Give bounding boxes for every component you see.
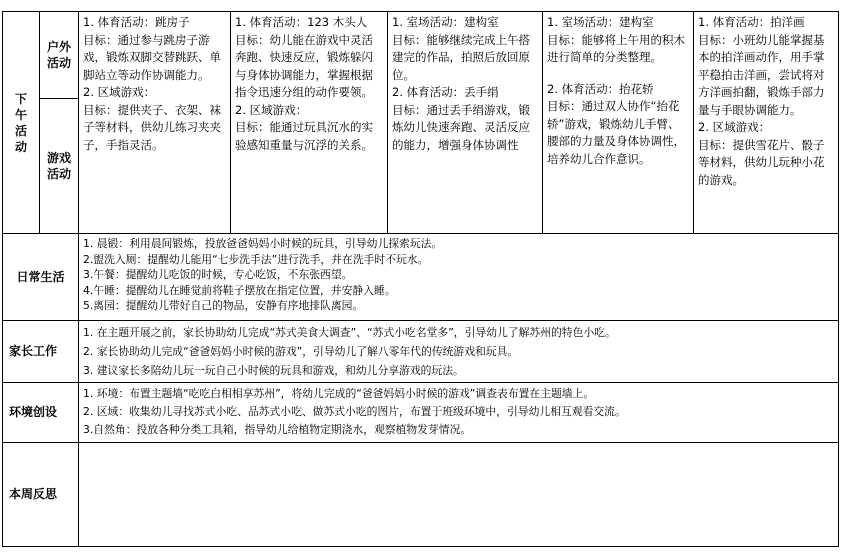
environment-item: 2. 区域：收集幼儿寻找苏式小吃、品苏式小吃、做苏式小吃的图片，布置于班级环境中，引导幼儿相互观看交流。 [83, 405, 626, 418]
daily-life-label: 日常生活 [3, 234, 79, 321]
outdoor-activity-label: 户外活动 [40, 12, 79, 99]
afternoon-cell-4: 1. 室场活动：建构室 目标：能够将上午用的积木进行简单的分类整理。 2. 体育活动：抬花轿 目标：通过双人协作“抬花轿”游戏，锻炼幼儿手臂、腰部的力量及身体协调性，培养幼儿合作意识。 [543, 12, 694, 234]
daily-life-content [79, 234, 839, 321]
parents-item: 1. 在主题开展之前，家长协助幼儿完成“苏式美食大调查”、“苏式小吃名堂多”，引导幼儿了解苏州的特色小吃。 [83, 326, 616, 339]
daily-item: 4.午睡：提醒幼儿在睡觉前将鞋子摆放在指定位置，并安静入睡。 [83, 283, 396, 297]
daily-life-row [3, 234, 839, 321]
parents-work-content [79, 321, 839, 383]
environment-item: 1. 环境：布置主题墙“吃吃白相相享苏州”，将幼儿完成的“爸爸妈妈小时候的游戏”调查表布置在主题墙上。 [83, 387, 595, 400]
parents-item: 2. 家长协助幼儿完成“爸爸妈妈小时候的游戏”，引导幼儿了解八零年代的传统游戏和玩具。 [83, 345, 519, 358]
game-activity-label: 游戏活动 [40, 99, 79, 234]
afternoon-cell-1: 1. 体育活动：跳房子 目标：通过参与跳房子游戏，锻炼双脚交替跳跃、单脚站立等动作协调能力。 2. 区域游戏： 目标：提供夹子、衣架、袜子等材料，供幼儿练习夹夹子，手指灵活。 [79, 12, 231, 234]
weekly-plan-table [2, 11, 839, 547]
afternoon-cell-5: 1. 体育活动：拍洋画 目标：小班幼儿能掌握基本的拍洋画动作，用手掌平稳拍击洋画，尝试将对方洋画拍翻，锻炼手部力量与手眼协调能力。 2. 区域游戏： 目标：提供雪花片、骰子等材料，供幼儿玩种小花的游戏。 [694, 12, 839, 234]
reflection-label: 本周反思 [3, 443, 79, 547]
reflection-content[interactable] [79, 443, 839, 547]
parents-work-label: 家长工作 [3, 321, 79, 383]
daily-item: 5.离园：提醒幼儿带好自己的物品，安静有序地排队离园。 [83, 299, 364, 312]
environment-label: 环境创设 [3, 383, 79, 443]
daily-item: 2.盥洗入厕：提醒幼儿能用“七步洗手法”进行洗手，并在洗手时不玩水。 [83, 252, 429, 266]
reflection-row [3, 443, 839, 547]
environment-content [79, 383, 839, 443]
afternoon-cell-2: 1. 体育活动：123 木头人 目标：幼儿能在游戏中灵活奔跑、快速反应，锻炼躲闪与身体协调能力，掌握根据指令迅速分组的动作要领。 2. 区域游戏： 目标：能通过玩具沉水的实验感知重量与沉浮的关系。 [231, 12, 388, 234]
afternoon-cell-3: 1. 室场活动：建构室 目标：能够继续完成上午搭建完的作品，拍照后放回原位。 2. 体育活动：丢手绢 目标：通过丢手绢游戏，锻炼幼儿快速奔跑、灵活反应的能力，增强身体协调性 [388, 12, 543, 234]
afternoon-label: 下 午 活 动 [3, 12, 40, 234]
parents-work-row [3, 321, 839, 383]
parents-item: 3. 建议家长多陪幼儿玩一玩自己小时候的玩具和游戏，和幼儿分享游戏的玩法。 [83, 364, 464, 377]
environment-item: 3.自然角：投放各种分类工具箱，指导幼儿给植物定期浇水，观察植物发芽情况。 [83, 423, 472, 436]
environment-row [3, 383, 839, 443]
daily-item: 1. 晨锻：利用晨间锻炼，投放爸爸妈妈小时候的玩具，引导幼儿探索玩法。 [83, 237, 443, 250]
afternoon-outdoor-row [3, 12, 839, 99]
daily-item: 3.午餐：提醒幼儿吃饭的时候，专心吃饭，不东张西望。 [83, 268, 353, 281]
